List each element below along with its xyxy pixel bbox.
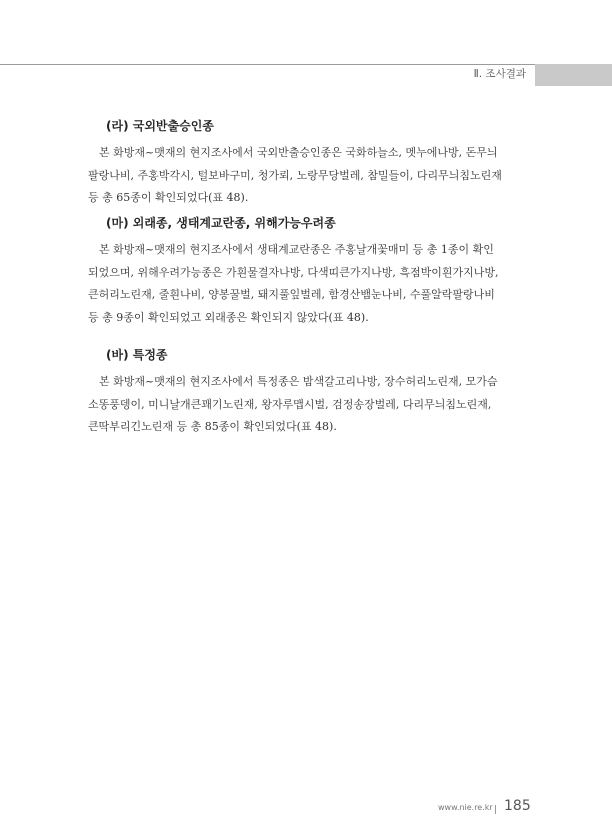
section-paragraph: [88, 371, 528, 439]
paragraph-line: 팔랑나비, 주홍박각시, 털보바구미, 청가뢰, 노랑무당벌레, 참밀들이, 다리무늬침노린재: [88, 168, 502, 182]
section-heading: (바) 특정종: [106, 348, 168, 362]
page-number: 185: [504, 798, 531, 814]
paragraph-line: 되었으며, 위해우려가능종은 가흰물결자나방, 다색띠큰가지나방, 흑점박이흰가지나방,: [88, 265, 499, 279]
section-heading: (마) 외래종, 생태계교란종, 위해가능우려종: [106, 216, 336, 230]
section-export-approved: [88, 117, 528, 210]
paragraph-line: 본 화방재~맷재의 현지조사에서 생태계교란종은 주홍날개꽃매미 등 총 1종이 확인: [99, 243, 494, 256]
header-tab-block: [535, 64, 612, 86]
paragraph-line: 소똥풍뎅이, 미니날개큰꽤기노린재, 왕자루맵시벌, 검정송장벌레, 다리무늬침노린재,: [88, 397, 492, 411]
section-paragraph: [88, 239, 528, 329]
paragraph-line: 큰허리노린재, 줄흰나비, 양봉꿀벌, 돼지풀잎벌레, 함경산뱀눈나비, 수풀알락팔랑나비: [88, 288, 495, 301]
section-invasive: [88, 214, 528, 329]
footer-url: www.nie.re.kr: [438, 803, 493, 812]
paragraph-line: 본 화방재~맷재의 현지조사에서 국외반출승인종은 국화하늘소, 멧누에나방, 돈무늬: [99, 146, 498, 159]
paragraph-line: 큰딱부리긴노린재 등 총 85종이 확인되었다(표 48).: [88, 420, 337, 433]
chapter-label: Ⅱ. 조사결과: [473, 68, 526, 80]
paragraph-line: 등 총 65종이 확인되었다(표 48).: [88, 191, 249, 204]
section-heading: (라) 국외반출승인종: [106, 119, 214, 133]
footer-separator: [495, 805, 496, 814]
section-specific-species: [88, 346, 528, 439]
header-rule: [0, 64, 540, 65]
paragraph-line: 등 총 9종이 확인되었고 외래종은 확인되지 않았다(표 48).: [88, 310, 369, 324]
section-paragraph: [88, 142, 528, 210]
paragraph-line: 본 화방재~맷재의 현지조사에서 특정종은 밤색갈고리나방, 장수허리노린재, 모가슴: [99, 375, 498, 388]
